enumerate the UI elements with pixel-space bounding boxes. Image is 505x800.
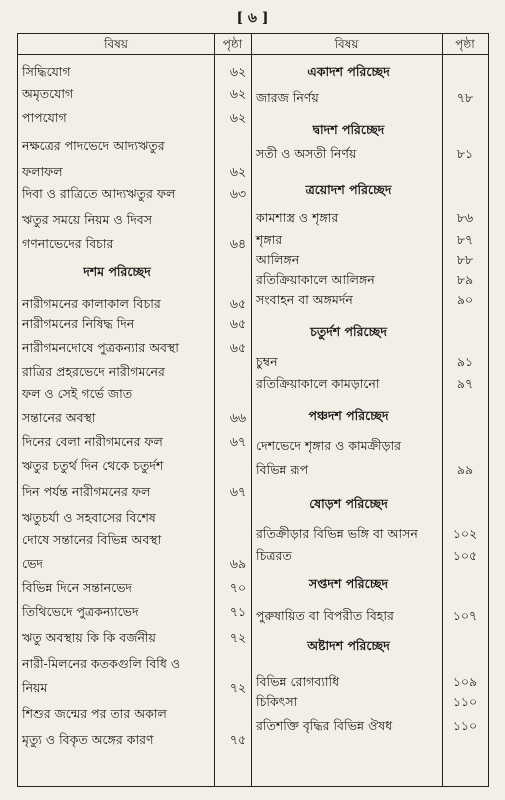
chapter-heading: পঞ্চদশ পরিচ্ছেদ — [308, 408, 389, 423]
page-ref: ৬২ — [229, 86, 247, 101]
contents-entry: ঋতু অবস্থায় কি কি বর্জনীয় — [22, 630, 156, 645]
page-ref: ৮৮ — [456, 252, 474, 267]
contents-entry: দিনের বেলা নারীগমনের ফল — [22, 434, 163, 449]
page-ref: ৯৯ — [456, 462, 474, 477]
page-ref: ১০৭ — [452, 608, 478, 623]
contents-entry: রতিক্রিয়াকালে আলিঙ্গন — [256, 272, 375, 287]
contents-entry: ঋতুর চতুর্থ দিন থেকে চতুর্দশ — [22, 458, 164, 473]
contents-entry: ফল ও সেই গর্ভে জাত — [22, 386, 133, 401]
contents-entry: নিয়ম — [22, 680, 48, 695]
contents-entry: দোষে সন্তানের বিভিন্ন অবস্থা — [22, 532, 162, 547]
contents-entry: তিথিভেদে পুত্রকন্যাভেদ — [22, 604, 139, 619]
contents-entry: দেশভেদে শৃঙ্গার ও কামক্রীড়ার — [256, 438, 402, 453]
page-ref: ৭২ — [229, 630, 247, 645]
contents-entry: শৃঙ্গার — [256, 232, 283, 247]
contents-entry: জারজ নির্ণয় — [256, 90, 319, 105]
chapter-heading: একাদশ পরিচ্ছেদ — [307, 64, 390, 79]
contents-entry: রাত্রির প্রহরভেদে নারীগমনের — [22, 364, 165, 379]
contents-entry: গণনাভেদের বিচার — [22, 236, 114, 251]
contents-entry: বিভিন্ন রূপ — [256, 462, 309, 477]
page-ref: ১০৯ — [452, 674, 478, 689]
contents-entry: সতী ও অসতী নির্ণয় — [256, 146, 357, 161]
contents-entry: চুম্বন — [256, 354, 278, 369]
contents-entry: সিদ্ধিযোগ — [22, 64, 71, 79]
contents-entry: রতিক্রিয়াকালে কামড়ানো — [256, 376, 380, 391]
page-ref: ৮৬ — [456, 210, 474, 225]
page-ref: ৬২ — [229, 110, 247, 125]
page-ref: ৭১ — [229, 604, 247, 619]
header-topic-right: বিষয় — [334, 37, 359, 51]
contents-entry: বিভিন্ন দিনে সন্তানভেদ — [22, 580, 132, 595]
page-ref: ৬৫ — [229, 316, 247, 331]
page-ref: ১০২ — [452, 526, 478, 541]
contents-entry: কামশাস্ত্র ও শৃঙ্গার — [256, 210, 339, 225]
header-page-right: পৃষ্ঠা — [455, 37, 475, 51]
chapter-heading: দ্বাদশ পরিচ্ছেদ — [312, 122, 385, 137]
page-ref: ১১০ — [452, 718, 478, 733]
page-ref: ৮৭ — [456, 232, 474, 247]
page-ref: ১০৫ — [452, 548, 478, 563]
header-divider — [18, 54, 488, 55]
page-number: [ ৬ ] — [236, 10, 269, 26]
contents-entry: পুরুষায়িত বা বিপরীত বিহার — [256, 608, 394, 623]
contents-entry: চিকিৎসা — [256, 694, 298, 709]
chapter-heading: চতুর্দশ পরিচ্ছেদ — [310, 324, 387, 339]
contents-entry: বিভিন্ন রোগব্যাধি — [256, 674, 340, 689]
contents-entry: পাপযোগ — [22, 110, 67, 125]
header-page-left: পৃষ্ঠা — [222, 37, 243, 51]
contents-entry: রতিক্রীড়ার বিভিন্ন ভঙ্গি বা আসন — [256, 526, 418, 541]
page-ref: ৬৯ — [229, 556, 247, 571]
chapter-heading: ষোড়শ পরিচ্ছেদ — [309, 496, 388, 511]
page-ref: ৯০ — [456, 292, 474, 307]
contents-entry: ভেদ — [22, 556, 43, 571]
chapter-heading: সপ্তদশ পরিচ্ছেদ — [308, 576, 389, 591]
contents-entry: রতিশক্তি বৃদ্ধির বিভিন্ন ঔষধ — [256, 718, 393, 733]
header-topic-left: বিষয় — [104, 37, 128, 51]
contents-table — [17, 33, 489, 787]
contents-entry: ফলাফল — [22, 164, 63, 179]
contents-entry: দিবা ও রাত্রিতে আদ্যঋতুর ফল — [22, 186, 176, 201]
contents-entry: নারী-মিলনের কতকগুলি বিধি ও — [22, 656, 181, 671]
contents-entry: চিত্ররত — [256, 548, 292, 563]
page-ref: ৭৮ — [456, 90, 474, 105]
page-ref: ৬৫ — [229, 340, 247, 355]
page-ref: ৬৬ — [229, 410, 247, 425]
page-ref: ৭০ — [229, 580, 247, 595]
contents-entry: শিশুর জন্মের পর তার অকাল — [22, 706, 167, 721]
contents-entry: সন্তানের অবস্থা — [22, 410, 96, 425]
contents-entry: মৃত্যু ও বিকৃত অঙ্গের কারণ — [22, 732, 154, 747]
chapter-heading: ত্রয়োদশ পরিচ্ছেদ — [305, 182, 392, 197]
contents-entry: নারীগমনদোষে পুত্রকন্যার অবস্থা — [22, 340, 179, 355]
page-ref: ৬৭ — [229, 434, 247, 449]
page-ref: ১১০ — [452, 694, 478, 709]
page-ref: ৯৭ — [456, 376, 474, 391]
page-ref: ৭২ — [229, 680, 247, 695]
page-ref: ৬৫ — [229, 296, 247, 311]
contents-entry: সংবাহন বা অঙ্গমর্দন — [256, 292, 353, 307]
contents-entry: নারীগমনের কালাকাল বিচার — [22, 296, 161, 311]
contents-entry: নারীগমনের নিষিদ্ধ দিন — [22, 316, 135, 331]
contents-entry: নক্ষত্রের পাদভেদে আদ্যঋতুর — [22, 138, 165, 153]
page-ref: ৮৯ — [456, 272, 474, 287]
page-ref: ৬৩ — [229, 186, 247, 201]
contents-entry: দিন পর্যন্ত নারীগমনের ফল — [22, 484, 151, 499]
page-ref: ৬৭ — [229, 484, 247, 499]
page-ref: ৬২ — [229, 164, 247, 179]
page-ref: ৯১ — [456, 354, 474, 369]
chapter-heading: দশম পরিচ্ছেদ — [83, 264, 151, 279]
chapter-heading: অষ্টাদশ পরিচ্ছেদ — [307, 638, 390, 653]
column-divider — [214, 34, 215, 786]
page-ref: ৬২ — [229, 64, 247, 79]
contents-entry: অমৃতযোগ — [22, 86, 74, 101]
page-ref: ৬৪ — [229, 236, 247, 251]
page-ref: ৮১ — [456, 146, 474, 161]
contents-entry: ঋতুচর্যা ও সহবাসের বিশেষ — [22, 510, 156, 525]
page-ref: ৭৫ — [229, 732, 247, 747]
contents-entry: আলিঙ্গন — [256, 252, 300, 267]
contents-entry: ঋতুর সময়ে নিয়ম ও দিবস — [22, 212, 152, 227]
